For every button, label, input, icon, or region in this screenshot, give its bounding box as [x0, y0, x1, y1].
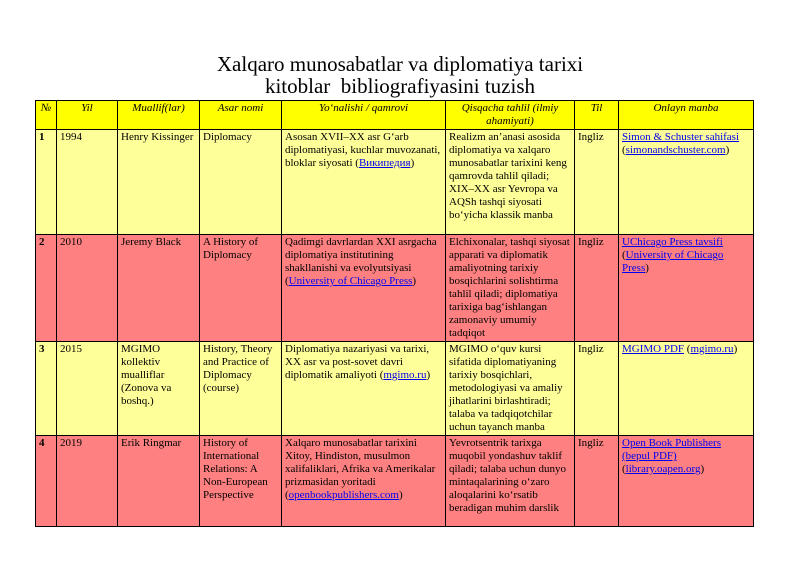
title-line-2: kitoblar bibliografiyasini tuzish — [264, 74, 536, 98]
scope-link[interactable]: University of Chicago Press — [288, 275, 413, 287]
source-link[interactable]: MGIMO PDF — [622, 343, 685, 355]
scope-end: ) — [410, 157, 415, 169]
row-analysis: Yevrotsentrik tarixga muqobil yondashuv taklif qiladi; talaba uchun dunyo mintaqalarining o‘zaro aloqalarini ko‘rsatib beradigan muhim darslik — [446, 436, 575, 527]
page-title — [0, 53, 800, 97]
row-authors: Erik Ringmar — [118, 436, 200, 527]
row-work: History of International Relations: A Non-European Perspective — [200, 436, 282, 527]
scope-text: Qadimgi davrlardan XXI asrgacha diplomatiya institutining shakllanishi va evolyutsiyasi ( — [285, 236, 437, 287]
source-link[interactable]: Open Book Publishers (bepul PDF) — [622, 437, 721, 462]
col-header-authors: Muallif(lar) — [118, 101, 200, 130]
scope-end: ) — [398, 489, 403, 501]
row-scope — [282, 235, 446, 342]
table-row — [36, 130, 754, 235]
source-end: ) — [700, 463, 705, 475]
row-authors: Jeremy Black — [118, 235, 200, 342]
row-number: 4 — [36, 436, 57, 527]
col-header-year: Yil — [57, 101, 118, 130]
row-number: 1 — [36, 130, 57, 235]
col-header-scope: Yo‘nalishi / qamrovi — [282, 101, 446, 130]
row-language: Ingliz — [575, 342, 619, 436]
scope-link[interactable]: openbookpublishers.com — [288, 489, 399, 501]
row-work: A History of Diplomacy — [200, 235, 282, 342]
scope-text: Xalqaro munosabatlar tarixini Xitoy, Hindiston, musulmon xalifaliklari, Afrika va Amerikalar prizmasidan yoritadi ( — [285, 437, 436, 501]
col-header-work: Asar nomi — [200, 101, 282, 130]
row-online-source — [619, 436, 754, 527]
row-language: Ingliz — [575, 130, 619, 235]
source-end: ) — [725, 144, 730, 156]
source-domain-link[interactable]: mgimo.ru — [690, 343, 734, 355]
source-separator: ( — [684, 343, 691, 355]
row-scope — [282, 130, 446, 235]
source-domain-link[interactable]: library.oapen.org — [625, 463, 701, 475]
col-header-number: № — [36, 101, 57, 130]
row-number: 2 — [36, 235, 57, 342]
source-end: ) — [645, 262, 649, 274]
bibliography-table — [35, 100, 754, 527]
row-year: 2015 — [57, 342, 118, 436]
source-separator: ( — [622, 463, 626, 475]
table-row — [36, 436, 754, 527]
scope-text: Asosan XVII–XX asr G‘arb diplomatiyasi, kuchlar muvozanati, bloklar siyosati ( — [285, 131, 441, 169]
row-language: Ingliz — [575, 436, 619, 527]
table-row — [36, 342, 754, 436]
row-work: Diplomacy — [200, 130, 282, 235]
row-authors: MGIMO kollektiv mualliflar (Zonova va boshq.) — [118, 342, 200, 436]
row-scope — [282, 436, 446, 527]
row-online-source — [619, 130, 754, 235]
row-work: History, Theory and Practice of Diplomacy (course) — [200, 342, 282, 436]
scope-link[interactable]: mgimo.ru — [383, 369, 427, 381]
col-header-online-source: Onlayn manba — [619, 101, 754, 130]
table-header-row — [36, 101, 754, 130]
row-number: 3 — [36, 342, 57, 436]
row-analysis: Realizm an’anasi asosida diplomatiya va xalqaro munosabatlar tarixini keng qamrovda tahlil qiladi; XIX–XX asr Yevropa va AQSh tashqi siyosati bo‘yicha klassik manba — [446, 130, 575, 235]
row-year: 1994 — [57, 130, 118, 235]
source-separator: ( — [622, 144, 626, 156]
scope-text: Diplomatiya nazariyasi va tarixi, XX asr va post-sovet davri diplomatik amaliyoti ( — [285, 343, 430, 381]
row-online-source — [619, 235, 754, 342]
row-year: 2019 — [57, 436, 118, 527]
source-domain-link[interactable]: simonandschuster.com — [625, 144, 726, 156]
scope-end: ) — [426, 369, 431, 381]
source-domain-link[interactable]: University of Chicago Press — [622, 249, 724, 274]
row-analysis: MGIMO o‘quv kursi sifatida diplomatiyaning tarixiy bosqichlari, metodologiyasi va amaliy jihatlarini birlashtiradi; talaba va tadqiqotchilar uchun tayanch manba — [446, 342, 575, 436]
row-scope — [282, 342, 446, 436]
source-link[interactable]: Simon & Schuster sahifasi — [622, 131, 740, 143]
source-separator: ( — [622, 249, 626, 261]
col-header-analysis: Qisqacha tahlil (ilmiy ahamiyati) — [446, 101, 575, 130]
row-authors: Henry Kissinger — [118, 130, 200, 235]
scope-end: ) — [412, 275, 417, 287]
row-year: 2010 — [57, 235, 118, 342]
row-language: Ingliz — [575, 235, 619, 342]
scope-link[interactable]: Википедия — [358, 157, 411, 169]
source-link[interactable]: UChicago Press tavsifi — [622, 236, 723, 248]
table-row — [36, 235, 754, 342]
col-header-language: Til — [575, 101, 619, 130]
source-end: ) — [733, 343, 738, 355]
title-line-1: Xalqaro munosabatlar va diplomatiya tarixi — [216, 52, 584, 76]
row-analysis: Elchixonalar, tashqi siyosat apparati va diplomatik amaliyotning tarixiy bosqichlarini solishtirma tahlil qiladi; diplomatiya tarixiga bag‘ishlangan zamonaviy umumiy tadqiqot — [446, 235, 575, 342]
row-online-source — [619, 342, 754, 436]
